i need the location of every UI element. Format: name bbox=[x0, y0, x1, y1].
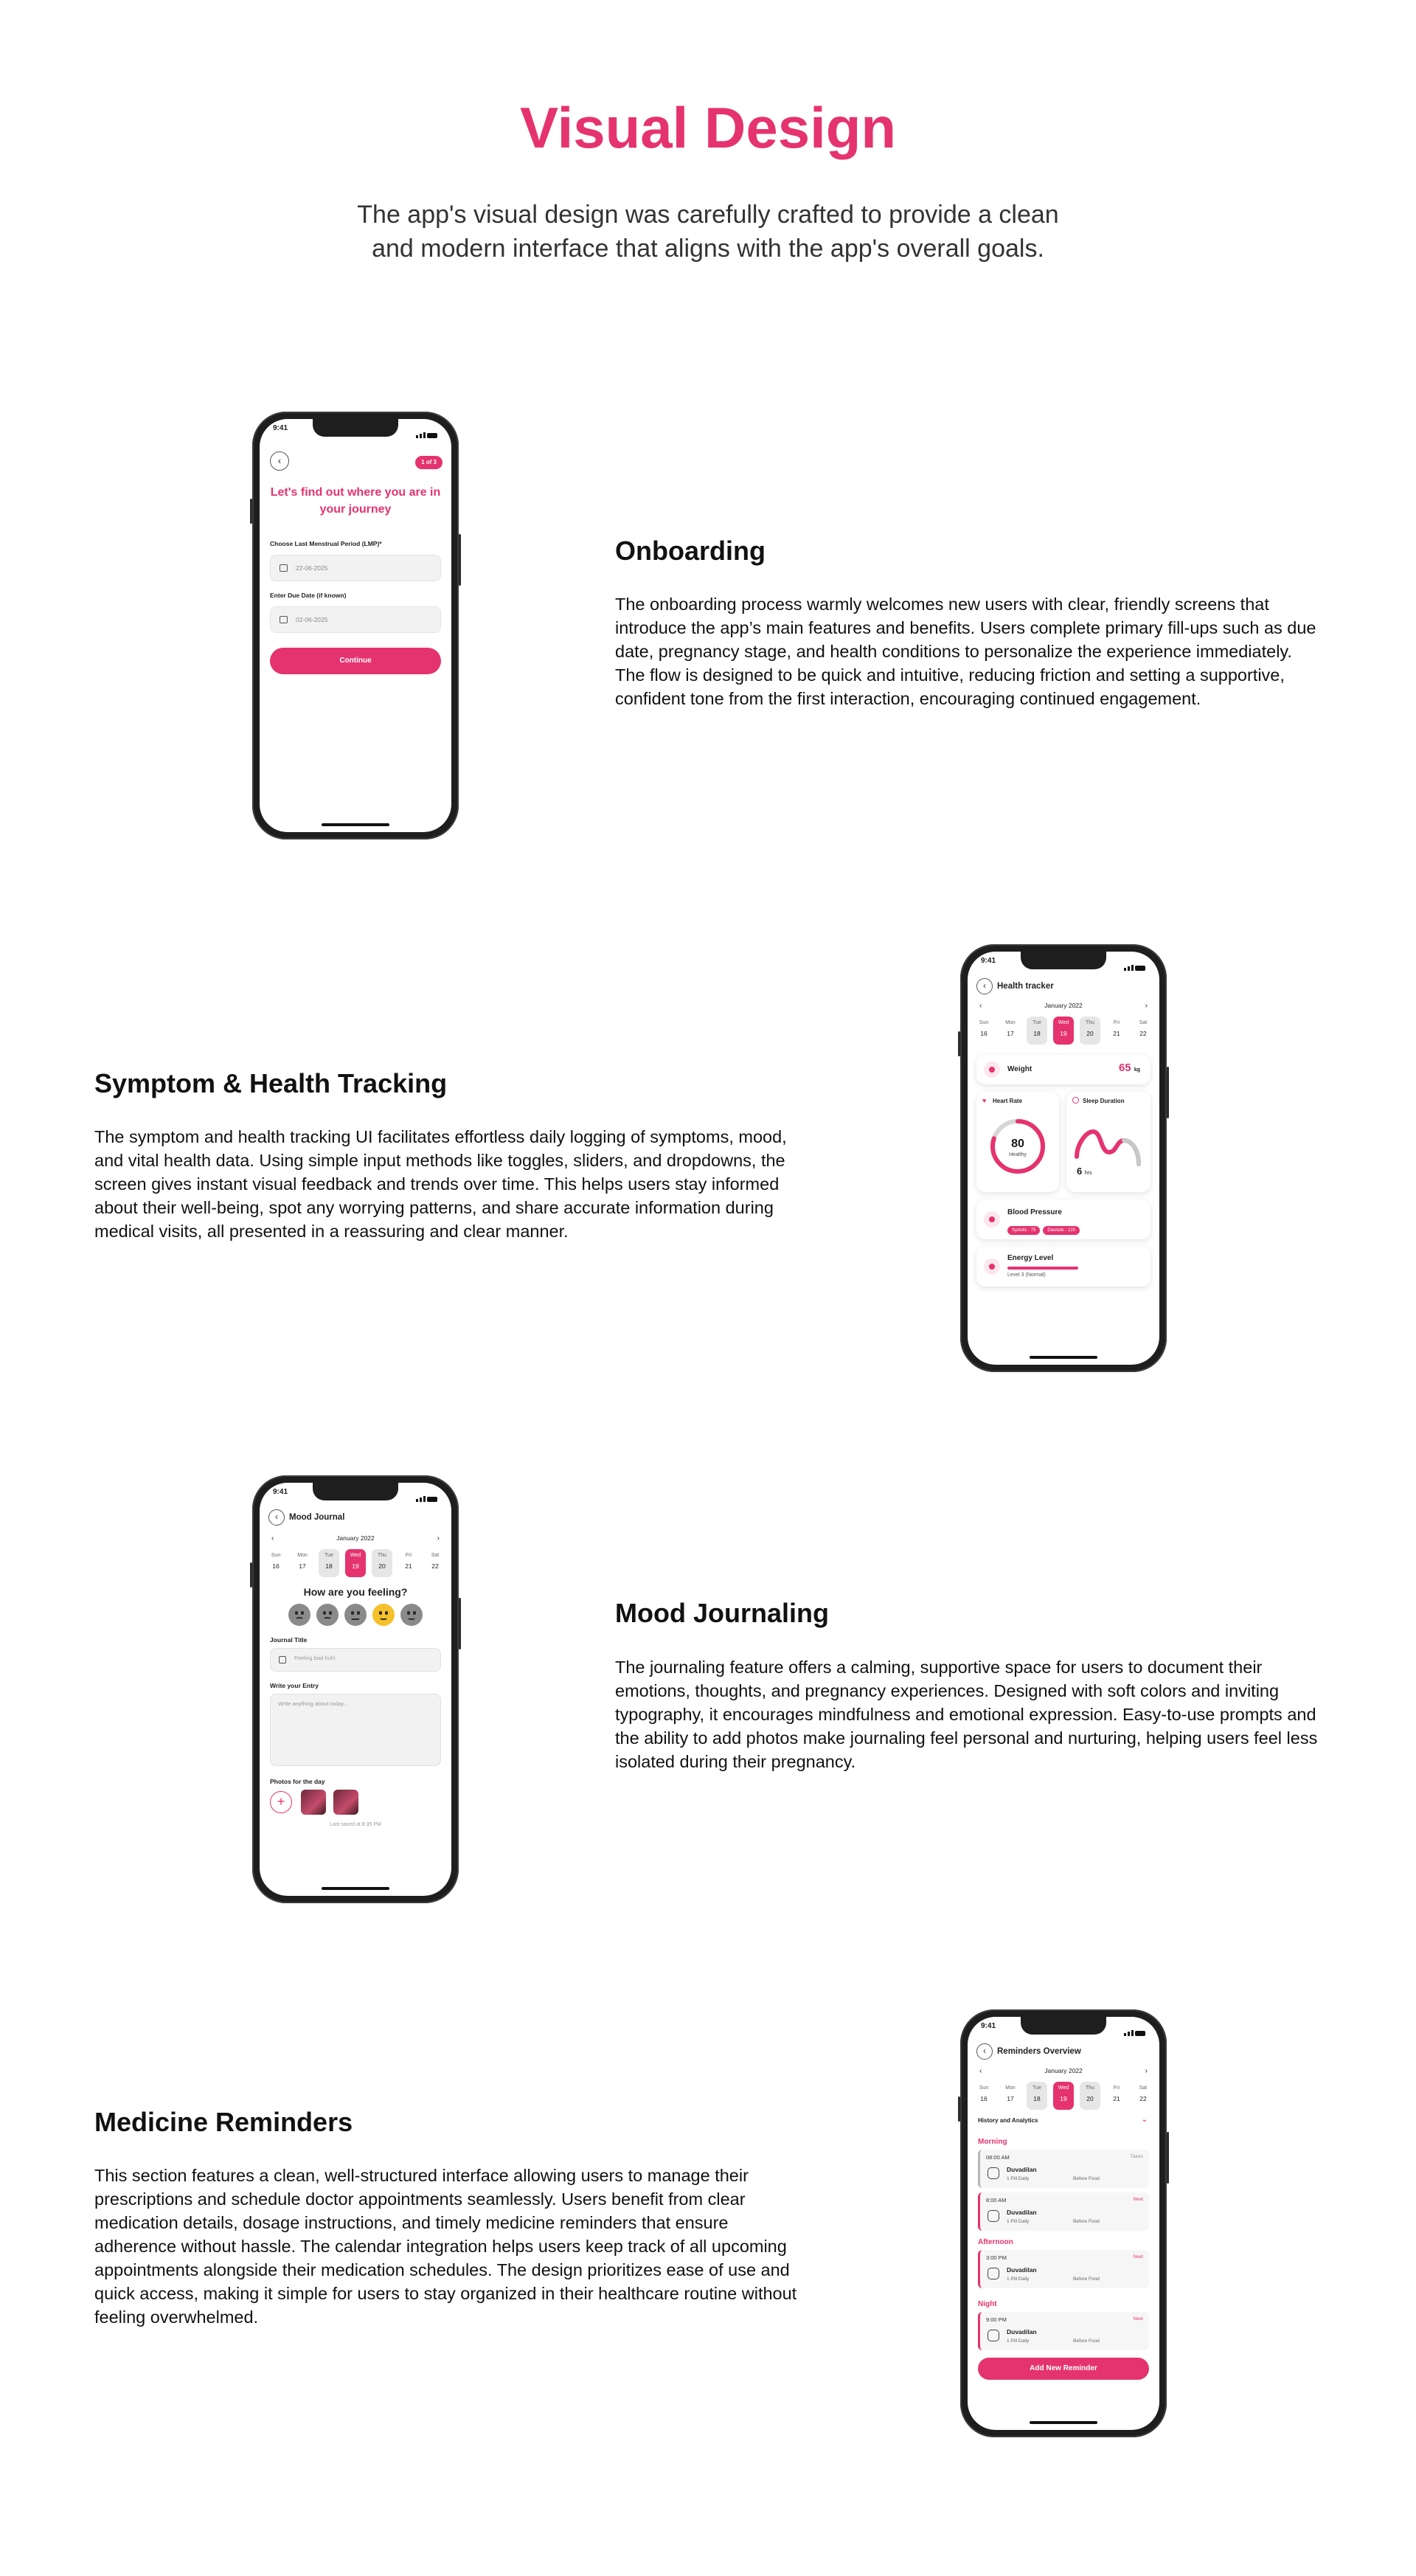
month-selector[interactable] bbox=[270, 1534, 441, 1546]
notch bbox=[313, 1483, 398, 1500]
day-cell[interactable]: Tue 18 bbox=[1027, 1017, 1047, 1045]
month-label: January 2022 bbox=[336, 1534, 375, 1542]
day-cell[interactable]: Sat 22 bbox=[431, 1553, 440, 1570]
night-label: Night bbox=[978, 2300, 997, 2308]
health-phone bbox=[960, 944, 1167, 1372]
day-cell[interactable]: Fri 21 bbox=[1113, 2085, 1120, 2102]
page-subtitle: The app's visual design was carefully crafted to provide a clean and modern interface that aligns with the app's overall goals. bbox=[357, 201, 1059, 263]
sleep-value: 6 hrs bbox=[1077, 1166, 1092, 1177]
onboarding-body: The onboarding process warmly welcomes new users with clear, friendly screens that introduce the app’s main features and benefits. Users complete primary fill-ups such as due date, pregnancy stage, and health conditions to personalize the experience immediately. The flow is designed to be quick and intuitive, reducing friction and setting a supportive, confident tone from the first interaction, encouraging continued engagement. bbox=[615, 595, 1316, 708]
pill-icon bbox=[988, 2268, 999, 2279]
energy-bar bbox=[1007, 1267, 1078, 1270]
month-selector[interactable] bbox=[978, 1002, 1149, 1014]
home-indicator bbox=[322, 823, 389, 826]
tracking-title: Symptom & Health Tracking bbox=[94, 1068, 448, 1098]
pill-icon bbox=[988, 2210, 999, 2222]
day-cell[interactable]: Sat 22 bbox=[1139, 1020, 1148, 1037]
week-strip bbox=[974, 1017, 1153, 1045]
due-date-label: Enter Due Date (if known) bbox=[270, 592, 347, 599]
onboarding-phone bbox=[252, 412, 459, 839]
onboarding-title: Onboarding bbox=[615, 536, 766, 566]
heart-rate-label: Heart Rate bbox=[993, 1098, 1023, 1104]
mood-selector bbox=[260, 1604, 451, 1626]
health-title: Health tracker bbox=[997, 982, 1054, 991]
back-button[interactable]: ‹ bbox=[270, 451, 289, 471]
day-cell[interactable]: Mon 17 bbox=[297, 1553, 308, 1570]
lmp-date-value: 22-06-2025 bbox=[296, 564, 328, 572]
pill-icon bbox=[988, 2167, 999, 2179]
next-month-icon[interactable]: › bbox=[1145, 2067, 1148, 2075]
mood-title: Mood Journal bbox=[289, 1513, 345, 1522]
page-title: Visual Design bbox=[519, 95, 897, 160]
mood-question: How are you feeling? bbox=[303, 1586, 408, 1598]
reminders-screen bbox=[968, 2017, 1159, 2430]
blood-pressure-card[interactable] bbox=[976, 1199, 1150, 1239]
day-cell[interactable]: Sun 16 bbox=[979, 1020, 989, 1037]
day-cell-selected[interactable]: Wed 19 bbox=[345, 1549, 366, 1577]
heart-rate-value: 80 bbox=[1011, 1138, 1024, 1150]
heart-icon: ♥ bbox=[982, 1097, 987, 1104]
mood-screen bbox=[260, 1483, 451, 1896]
back-button[interactable]: ‹ bbox=[268, 1509, 285, 1526]
diastolic-chip: Diastolic : 120 bbox=[1043, 1226, 1080, 1235]
journal-title-label: Journal Title bbox=[270, 1636, 308, 1644]
energy-level-text: Level 3 (Normal) bbox=[1007, 1273, 1046, 1278]
notch bbox=[1021, 952, 1106, 969]
weight-value: 65 kg bbox=[1118, 1062, 1140, 1074]
week-strip bbox=[266, 1549, 445, 1577]
tracking-body: The symptom and health tracking UI facilitates effortless daily logging of symptoms, mood, and vital health data. Using simple input methods like toggles, sliders, and dropdowns, the screen gives instant visual feedback and trends over time. This helps users stay informed about their well-being, spot any worrying patterns, and share accurate information during medical visits, all presented in a reassuring and clear manner. bbox=[94, 1127, 787, 1241]
history-label: History and Analytics bbox=[978, 2117, 1038, 2124]
afternoon-label: Afternoon bbox=[978, 2238, 1013, 2246]
home-indicator bbox=[322, 1887, 389, 1890]
health-screen bbox=[968, 952, 1159, 1365]
scale-icon bbox=[984, 1062, 1000, 1078]
energy-icon bbox=[984, 1258, 1000, 1275]
neutral-face-icon[interactable] bbox=[344, 1604, 367, 1626]
home-indicator bbox=[1030, 2421, 1097, 2424]
energy-card[interactable] bbox=[976, 1247, 1150, 1287]
prev-month-icon[interactable]: ‹ bbox=[979, 1002, 982, 1010]
reminders-screen-title: Reminders Overview bbox=[997, 2047, 1081, 2056]
status-time: 9:41 bbox=[981, 957, 996, 965]
next-month-icon[interactable]: › bbox=[1145, 1002, 1148, 1010]
sad-face-icon[interactable] bbox=[316, 1604, 339, 1626]
status-icons bbox=[1122, 958, 1148, 963]
heart-rate-status: Healthy bbox=[1009, 1152, 1027, 1157]
day-cell[interactable]: Sun 16 bbox=[979, 2085, 989, 2102]
angry-face-icon[interactable] bbox=[288, 1604, 310, 1626]
reminders-body: This section features a clean, well-structured interface allowing users to manage their prescriptions and schedule doctor appointments seamlessly. Users benefit from clear medication details, dosage instructions, and timely medicine reminders that ensure adherence without hassle. The calendar integration helps users keep track of all upcoming appointments alongside their medication schedules. The design prioritizes ease of use and quick access, making it simple for users to stay organized in their healthcare routine without feeling overwhelmed. bbox=[94, 2166, 797, 2327]
day-cell[interactable]: Fri 21 bbox=[1113, 1020, 1120, 1037]
photos-label: Photos for the day bbox=[270, 1778, 325, 1785]
mood-section-title: Mood Journaling bbox=[615, 1598, 829, 1628]
journal-photo[interactable] bbox=[333, 1790, 358, 1815]
happy-face-icon[interactable] bbox=[372, 1604, 395, 1626]
status-icons bbox=[1122, 2023, 1148, 2029]
history-dropdown[interactable] bbox=[978, 2117, 1149, 2129]
week-strip bbox=[974, 2082, 1153, 2110]
due-date-field[interactable] bbox=[270, 606, 441, 633]
add-photo-button[interactable]: + bbox=[270, 1791, 292, 1813]
day-cell[interactable]: Tue 18 bbox=[1027, 2082, 1047, 2110]
due-date-value: 02-06-2025 bbox=[296, 616, 328, 623]
day-cell[interactable]: Sat 22 bbox=[1139, 2085, 1148, 2102]
entry-textarea[interactable]: Write anything about today... bbox=[270, 1694, 441, 1766]
reminder-card[interactable]: 8:00 AM Next Duvadilan 1 Pill Daily Before Food bbox=[978, 2192, 1149, 2231]
back-button[interactable]: ‹ bbox=[976, 2043, 993, 2060]
status-time: 9:41 bbox=[273, 424, 288, 432]
month-selector[interactable] bbox=[978, 2067, 1149, 2079]
next-month-icon[interactable]: › bbox=[437, 1534, 440, 1543]
blood-drop-icon bbox=[984, 1211, 1000, 1228]
status-time: 9:41 bbox=[273, 1488, 288, 1496]
lmp-date-field[interactable] bbox=[270, 555, 441, 581]
entry-label: Write your Entry bbox=[270, 1682, 319, 1689]
back-button[interactable]: ‹ bbox=[976, 978, 993, 994]
bp-chips bbox=[1007, 1222, 1083, 1235]
home-indicator bbox=[1030, 1356, 1097, 1359]
reminder-card[interactable]: 9:00 PM Next Duvadilan 1 Pill Daily Before Food bbox=[978, 2312, 1149, 2350]
prev-month-icon[interactable]: ‹ bbox=[979, 2067, 982, 2075]
morning-label: Morning bbox=[978, 2138, 1007, 2146]
day-cell[interactable]: Fri 21 bbox=[405, 1553, 412, 1570]
status-icons bbox=[414, 1489, 440, 1495]
month-label: January 2022 bbox=[1044, 2067, 1083, 2074]
day-cell[interactable]: Thu 20 bbox=[1080, 1017, 1100, 1045]
mood-section-body: The journaling feature offers a calming, supportive space for users to document their emotions, thoughts, and pregnancy experiences. Designed with soft colors and inviting typography, it encourages mindfulness and emotional expression. Easy-to-use prompts and the ability to add photos make journaling feel personal and nurturing, helping users feel less isolated during their pregnancy. bbox=[615, 1658, 1318, 1771]
day-cell[interactable]: Thu 20 bbox=[1080, 2082, 1100, 2110]
notch bbox=[1021, 2017, 1106, 2035]
prev-month-icon[interactable]: ‹ bbox=[271, 1534, 274, 1543]
reminder-card[interactable]: 08:00 AM Taken Duvadilan 1 Pill Daily Before Food bbox=[978, 2150, 1149, 2188]
sleep-card[interactable] bbox=[1066, 1092, 1150, 1192]
day-cell-selected[interactable]: Wed 19 bbox=[1053, 2082, 1074, 2110]
calendar-icon bbox=[280, 616, 288, 623]
onboarding-screen bbox=[260, 419, 451, 832]
day-cell[interactable]: Mon 17 bbox=[1005, 2085, 1016, 2102]
journal-title-placeholder: Feeling bad huh! bbox=[294, 1655, 336, 1661]
day-cell[interactable]: Thu 20 bbox=[372, 1549, 392, 1577]
month-label: January 2022 bbox=[1044, 1002, 1083, 1009]
status-icons bbox=[414, 425, 440, 431]
laughing-face-icon[interactable] bbox=[400, 1604, 423, 1626]
sleep-label: Sleep Duration bbox=[1083, 1098, 1125, 1104]
day-cell[interactable]: Mon 17 bbox=[1005, 1020, 1016, 1037]
mood-phone bbox=[252, 1475, 459, 1903]
journal-title-input[interactable] bbox=[270, 1648, 441, 1672]
reminder-card[interactable]: 3:00 PM Next Duvadilan 1 Pill Daily Before Food bbox=[978, 2250, 1149, 2288]
systolic-chip: Systolic : 75 bbox=[1007, 1226, 1040, 1235]
calendar-icon bbox=[280, 564, 288, 572]
add-reminder-button[interactable]: Add New Reminder bbox=[978, 2358, 1149, 2380]
reminders-phone bbox=[960, 2009, 1167, 2437]
chevron-down-icon: ⌄ bbox=[1141, 2116, 1148, 2124]
onboarding-heading: Let's find out where you are in your journey bbox=[270, 486, 441, 516]
status-time: 9:41 bbox=[981, 2022, 996, 2030]
edit-icon bbox=[279, 1656, 286, 1663]
last-saved-text: Last saved at 8:35 PM bbox=[330, 1822, 381, 1827]
heart-rate-card[interactable] bbox=[976, 1092, 1059, 1192]
journal-photo[interactable] bbox=[301, 1790, 326, 1815]
pill-icon bbox=[988, 2330, 999, 2341]
weight-card[interactable] bbox=[976, 1055, 1150, 1084]
energy-label: Energy Level bbox=[1007, 1254, 1054, 1262]
continue-button[interactable]: Continue bbox=[270, 648, 441, 674]
day-cell[interactable]: Sun 16 bbox=[271, 1553, 281, 1570]
clock-icon bbox=[1072, 1097, 1079, 1104]
weight-label: Weight bbox=[1007, 1065, 1032, 1073]
reminders-title: Medicine Reminders bbox=[94, 2107, 353, 2137]
bp-label: Blood Pressure bbox=[1007, 1208, 1062, 1216]
lmp-label: Choose Last Menstrual Period (LMP)* bbox=[270, 540, 382, 547]
day-cell-selected[interactable]: Wed 19 bbox=[1053, 1017, 1074, 1045]
notch bbox=[313, 419, 398, 437]
day-cell[interactable]: Tue 18 bbox=[319, 1549, 339, 1577]
step-indicator: 1 of 3 bbox=[415, 456, 442, 469]
